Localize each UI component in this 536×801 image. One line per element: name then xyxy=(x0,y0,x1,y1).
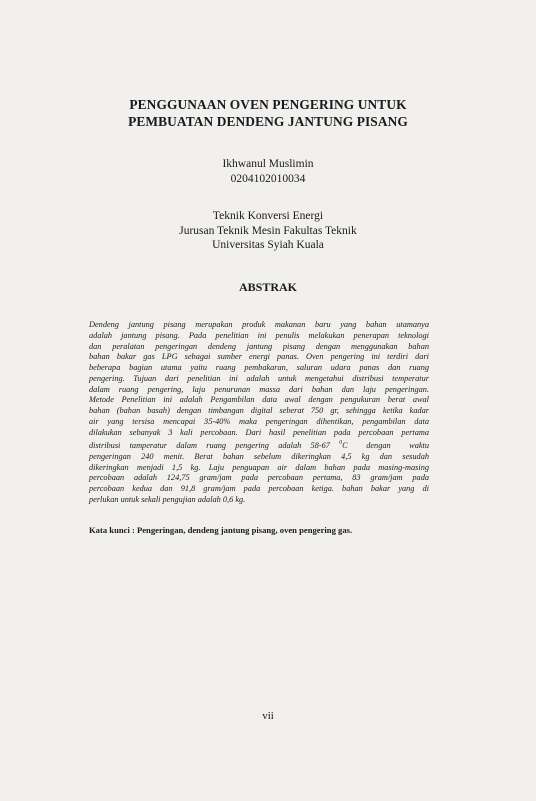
abstract-line: air yang tersisa mencapai 35-40% maka pengeringan dihentikan, pengambilan data xyxy=(89,416,429,426)
abstract-line: dikeringkan menjadi 1,5 kg. Laju penguapan air dalam bahan pada masing-masing xyxy=(89,462,429,472)
author-block xyxy=(0,157,536,186)
abstract-body xyxy=(89,320,429,506)
abstract-line: dilakukan sebanyak 3 kali percobaan. Dari hasil penelitian pada percobaan pertama xyxy=(89,427,429,437)
title-line-2: PEMBUATAN DENDENG JANTUNG PISANG xyxy=(128,114,408,129)
abstract-line: bahan bakar gas LPG sebagai sumber energi panas. Oven pengering ini terdiri dari xyxy=(89,352,429,362)
abstract-line: Metode Penelitian ini adalah Pengambilan data awal dengan pengukuran berat awal xyxy=(89,395,429,405)
author-id: 0204102010034 xyxy=(230,172,306,185)
abstract-line: pengering. Tujuan dari penelitian ini adalah untuk mengetahui distribusi temperatur xyxy=(89,373,429,383)
abstract-line: percobaan kedua dan 91,8 gram/jam pada percobaan ketiga. bahan bakar yang di xyxy=(89,484,429,494)
abstract-line: dan peralatan pengeringan dendeng jantung pisang dengan menggunakan bahan xyxy=(89,341,429,351)
affiliation-line-3: Universitas Syiah Kuala xyxy=(212,239,324,251)
abstract-line-tail: dengan waktu xyxy=(347,441,429,451)
abstract-line: Dendeng jantung pisang merupakan produk makanan baru yang bahan utamanya xyxy=(89,320,429,329)
abstract-line: percobaan adalah 124,75 gram/jam pada percobaan pertama, 83 gram/jam pada xyxy=(89,473,429,483)
abstract-heading: ABSTRAK xyxy=(238,280,297,294)
abstract-line: beberapa bagian utama yaitu ruang pembakaran, saluran udara panas dan ruang xyxy=(89,363,429,372)
abstract-line-text: distribusi tamperatur dalam ruang pengering adalah 58-67 xyxy=(89,441,340,451)
author-name: Ikhwanul Muslimin xyxy=(222,158,314,170)
abstract-line: pengeringan 240 menit. Berat bahan sebelum dikeringkan 4,5 kg dan sesudah xyxy=(89,451,429,461)
affiliation-block xyxy=(0,209,536,253)
keywords: Kata kunci : Pengeringan, dendeng jantung pisang, oven pengering gas. xyxy=(89,525,353,535)
abstract-line: bahan (bahan basah) dengan timbangan digital seberat 750 gr, sehingga ketika kadar xyxy=(89,406,429,415)
affiliation-line-1: Teknik Konversi Energi xyxy=(212,210,324,222)
page-number: vii xyxy=(262,710,274,722)
temperature-unit: C xyxy=(342,441,348,451)
abstract-line-temperature xyxy=(89,438,429,452)
paper-title xyxy=(0,96,536,130)
abstract-line: dalam ruang pengering, laju penurunan massa dari bahan dan laju pengeringan. xyxy=(89,384,429,394)
affiliation-line-2: Jurusan Teknik Mesin Fakultas Teknik xyxy=(179,224,357,237)
abstract-line: adalah jantung pisang. Pada penelitian ini penulis melakukan penerapan teknologi xyxy=(89,330,429,340)
degree-superscript: 0 xyxy=(339,440,343,447)
title-line-1: PENGGUNAAN OVEN PENGERING UNTUK xyxy=(129,97,407,112)
abstract-line: perlukan untuk sekali pengujian adalah 0,6 kg. xyxy=(89,494,246,504)
